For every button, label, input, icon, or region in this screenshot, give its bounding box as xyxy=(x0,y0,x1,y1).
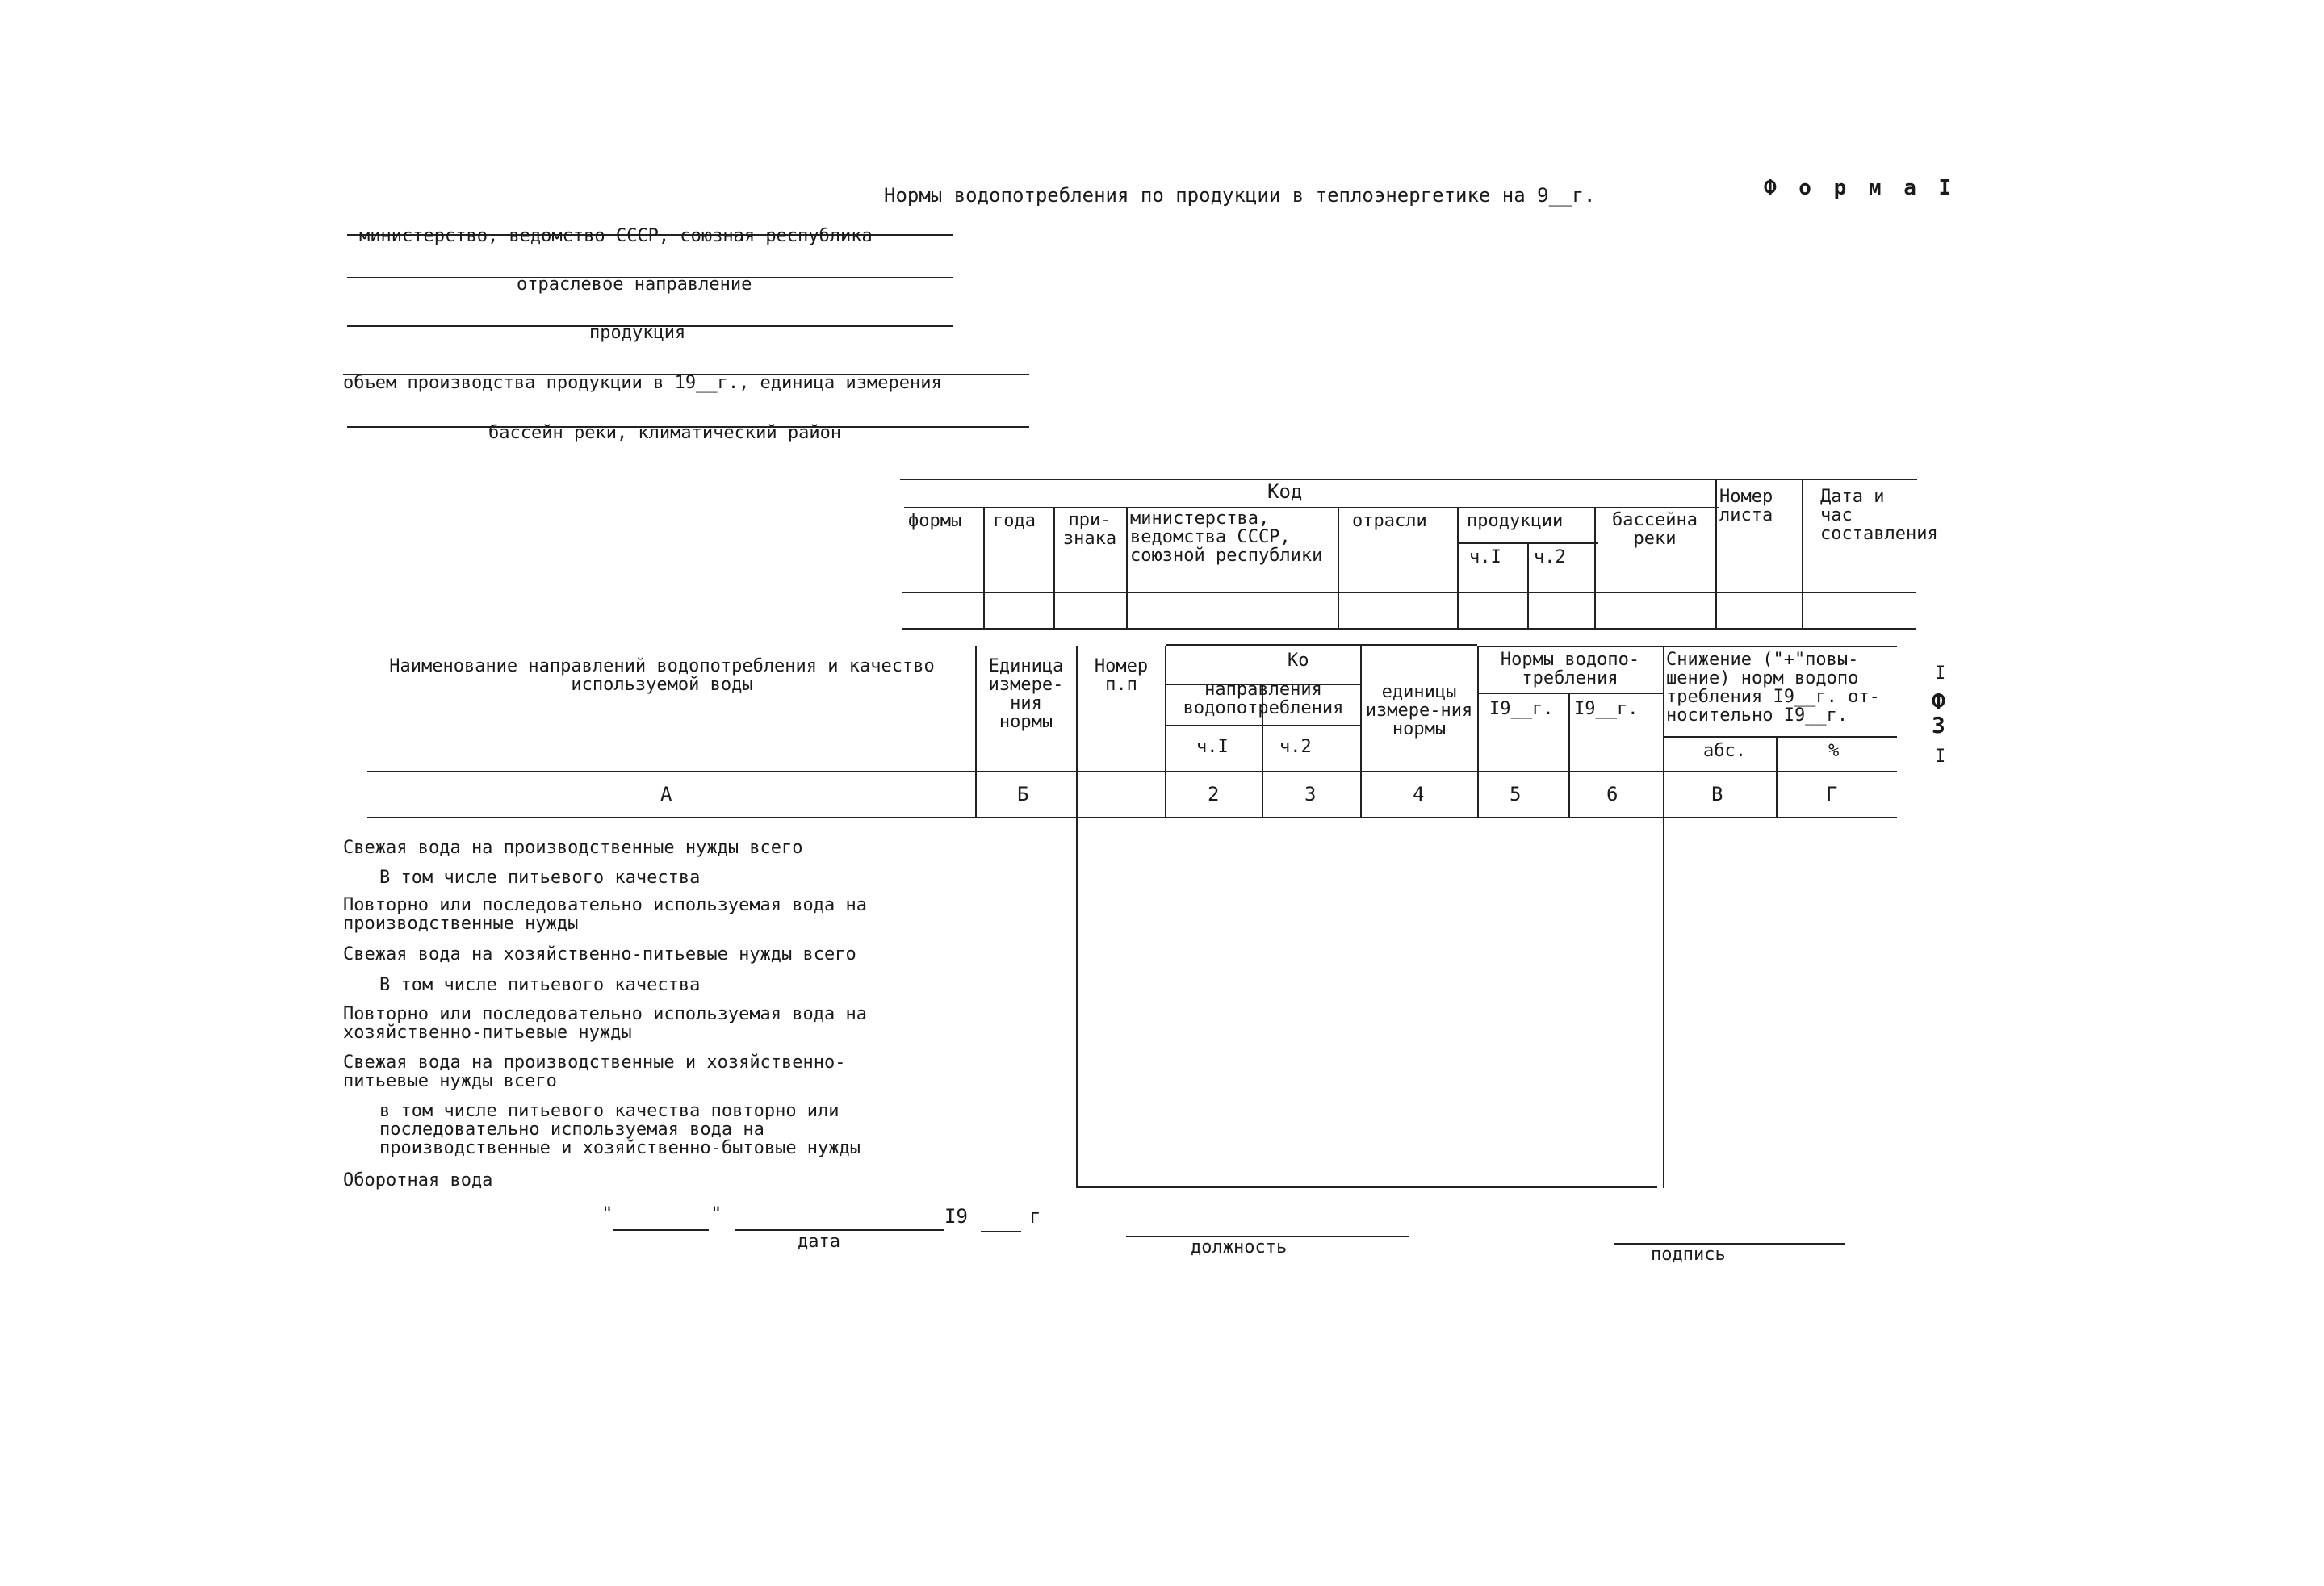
row-label: Свежая вода на производственные и хозяйственно-питьевые нужды всего xyxy=(343,1052,846,1092)
row-label: Оборотная вода xyxy=(343,1170,493,1191)
document-title: Нормы водопотребления по продукции в теплоэнергетике на 9__г. xyxy=(884,184,1596,207)
col-date: Дата и час составления xyxy=(1820,487,1938,545)
header-line-product: продукция xyxy=(589,323,686,343)
col-industry: отрасли xyxy=(1352,511,1427,531)
unit-code-column-header: единицы измере-ния нормы xyxy=(1365,682,1473,740)
name-column-header: Наименование направлений водопотребления и качество используемой воды xyxy=(389,656,935,696)
side-mark: I xyxy=(1935,663,1946,684)
norms-year2-header: I9__г. xyxy=(1574,699,1639,719)
col-sheet: Номер листа xyxy=(1719,487,1773,526)
unit-column-header: Единица измере-ния нормы xyxy=(988,656,1064,733)
col-form: формы xyxy=(908,511,962,531)
row-label: В том числе питьевого качества xyxy=(379,868,701,888)
signature-caption: подпись xyxy=(1651,1245,1726,1265)
direction-part1-header: ч.I xyxy=(1196,737,1229,757)
header-line-volume: объем производства продукции в 19__г., единица измерения xyxy=(343,373,942,393)
col-letter-v: В xyxy=(1711,783,1723,806)
col-letter-g: Г xyxy=(1826,783,1838,806)
norms-year1-header: I9__г. xyxy=(1489,699,1554,719)
col-letter-a: А xyxy=(660,783,672,806)
side-mark: 3 xyxy=(1932,712,1945,739)
col-number-3: 3 xyxy=(1304,783,1317,806)
col-basin: бассейна реки xyxy=(1612,510,1698,550)
code-group-label: Код xyxy=(1267,480,1303,503)
change-column-header: Снижение ("+"повы-шение) норм водопо требления I9__г. от-носительно I9__г. xyxy=(1666,650,1880,726)
code-subgroup-label: Ко xyxy=(1288,651,1309,671)
side-mark: I xyxy=(1935,747,1946,767)
col-ministry: министерства, ведомства СССР, союзной республики xyxy=(1130,508,1323,567)
change-percent-header: % xyxy=(1828,741,1840,761)
row-label: Свежая вода на производственные нужды всего xyxy=(343,838,803,858)
col-product: продукции xyxy=(1467,511,1564,531)
norms-column-header: Нормы водопо-требления xyxy=(1500,650,1640,689)
year-prefix: I9 xyxy=(944,1205,968,1228)
date-caption: дата xyxy=(798,1232,840,1252)
col-number-6: 6 xyxy=(1606,783,1618,806)
row-label: В том числе питьевого качества xyxy=(379,975,701,995)
row-label: Свежая вода на хозяйственно-питьевые нужды всего xyxy=(343,944,856,965)
header-line-ministry: министерство, ведомство СССР, союзная республика xyxy=(359,226,873,246)
row-label: Повторно или последовательно используемая вода на хозяйственно-питьевые нужды xyxy=(343,1004,868,1044)
date-quote-open: " xyxy=(601,1203,613,1225)
year-suffix: г xyxy=(1029,1205,1041,1228)
header-line-industry: отраслевое направление xyxy=(517,274,752,295)
side-mark: Ф xyxy=(1932,688,1945,714)
col-number-2: 2 xyxy=(1208,783,1220,806)
position-caption: должность xyxy=(1191,1237,1288,1258)
change-abs-header: абс. xyxy=(1703,741,1746,761)
direction-part2-header: ч.2 xyxy=(1279,737,1312,757)
col-letter-b: Б xyxy=(1017,783,1029,806)
header-line-basin: бассейн реки, климатический район xyxy=(488,423,842,443)
col-sign: при-знака xyxy=(1062,510,1117,550)
form-label: Ф о р м а I xyxy=(1764,176,1957,200)
col-number-4: 4 xyxy=(1413,783,1425,806)
date-quote-close: " xyxy=(710,1203,722,1225)
col-year: года xyxy=(993,511,1036,531)
col-product-part2: ч.2 xyxy=(1534,547,1566,567)
direction-column-header: направления водопотребления xyxy=(1183,680,1344,719)
number-column-header: Номер п.п xyxy=(1094,656,1149,696)
col-product-part1: ч.I xyxy=(1469,547,1501,567)
col-number-5: 5 xyxy=(1510,783,1522,806)
row-label: в том числе питьевого качества повторно или последовательно используемая вода на производственные и хозяйственно-бытовые нужды xyxy=(379,1101,861,1159)
row-label: Повторно или последовательно используемая вода на производственные нужды xyxy=(343,895,868,935)
